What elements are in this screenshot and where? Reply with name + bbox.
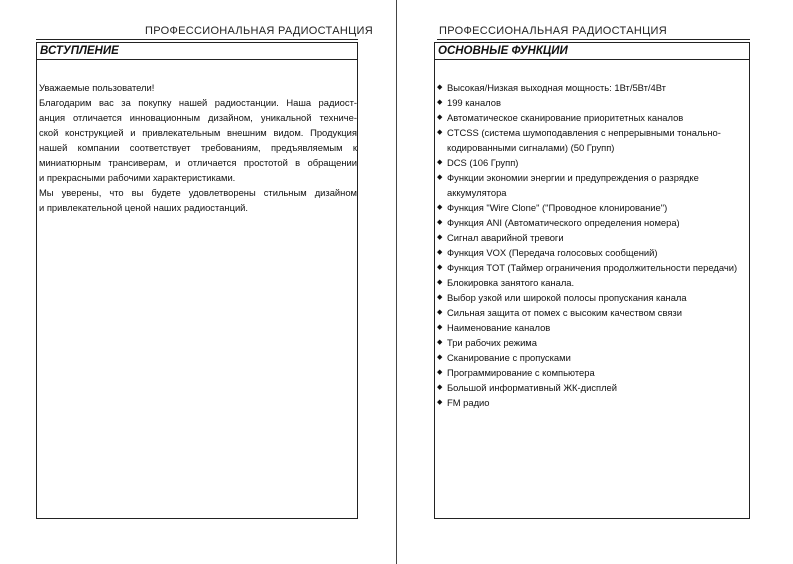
intro-line: и прекрасными рабочими характеристиками. — [39, 172, 236, 183]
right-page — [397, 0, 793, 564]
intro-line: и привлекательной ценой наших радиостанций. — [39, 202, 249, 213]
features-frame — [434, 42, 750, 519]
intro-line: Благодарим вас за покупку нашей радиостанции. Наша радиост- — [39, 97, 357, 108]
feature-item — [437, 245, 749, 260]
feature-item — [437, 275, 749, 290]
diamond-bullet-icon: ◆ — [437, 234, 443, 241]
feature-item — [437, 395, 749, 410]
diamond-bullet-icon: ◆ — [437, 84, 443, 91]
diamond-bullet-icon: ◆ — [437, 159, 443, 166]
diamond-bullet-icon: ◆ — [437, 99, 443, 106]
section-title: ОСНОВНЫЕ ФУНКЦИИ — [435, 43, 749, 60]
diamond-bullet-icon: ◆ — [437, 219, 443, 226]
feature-item — [437, 95, 749, 110]
section-title: ВСТУПЛЕНИЕ — [37, 43, 357, 60]
feature-item — [437, 155, 749, 170]
feature-item — [437, 230, 749, 245]
feature-text: Функция TOT (Таймер ограничения продолжительности передачи) — [447, 262, 738, 273]
feature-item — [437, 200, 749, 215]
intro-line: анция отличается инновационным дизайном, уникальной техниче- — [39, 112, 357, 123]
feature-text: Программирование с компьютера — [447, 367, 595, 378]
diamond-bullet-icon: ◆ — [437, 249, 443, 256]
diamond-bullet-icon: ◆ — [437, 174, 443, 181]
diamond-bullet-icon: ◆ — [437, 114, 443, 121]
feature-text: FM радио — [447, 397, 490, 408]
feature-text: DCS (106 Групп) — [447, 157, 519, 168]
intro-text — [39, 80, 357, 215]
feature-text: Функция ANI (Автоматического определения номера) — [447, 217, 680, 228]
diamond-bullet-icon: ◆ — [437, 264, 443, 271]
feature-item — [437, 170, 749, 185]
feature-text: Высокая/Низкая выходная мощность: 1Вт/5Вт/4Вт — [447, 82, 666, 93]
feature-text: Три рабочих режима — [447, 337, 537, 348]
feature-text: аккумулятора — [447, 187, 507, 198]
intro-line: Уважаемые пользователи! — [39, 82, 155, 93]
feature-list — [437, 80, 749, 410]
diamond-bullet-icon: ◆ — [437, 309, 443, 316]
diamond-bullet-icon: ◆ — [437, 279, 443, 286]
feature-item — [437, 215, 749, 230]
feature-item — [437, 350, 749, 365]
intro-frame — [36, 42, 358, 519]
feature-text: Выбор узкой или широкой полосы пропускания канала — [447, 292, 687, 303]
intro-line: миниатюрным трансиверам, и отличается простотой в обращении — [39, 157, 357, 168]
intro-line: ской конструкцией и привлекательным внешним видом. Продукция — [39, 127, 357, 138]
page-header: ПРОФЕССИОНАЛЬНАЯ РАДИОСТАНЦИЯ — [439, 25, 667, 37]
diamond-bullet-icon: ◆ — [437, 384, 443, 391]
feature-item — [437, 125, 749, 140]
feature-item — [437, 335, 749, 350]
left-page — [0, 0, 396, 564]
feature-continuation — [437, 140, 749, 155]
feature-text: Сигнал аварийной тревоги — [447, 232, 564, 243]
feature-text: Наименование каналов — [447, 322, 551, 333]
diamond-bullet-icon: ◆ — [437, 339, 443, 346]
feature-text: Блокировка занятого канала. — [447, 277, 575, 288]
diamond-bullet-icon: ◆ — [437, 354, 443, 361]
feature-item — [437, 260, 749, 275]
feature-text: Функция "Wire Clone" ("Проводное клонирование") — [447, 202, 668, 213]
diamond-bullet-icon: ◆ — [437, 324, 443, 331]
intro-line: Мы уверены, что вы будете удовлетворены стильным дизайном — [39, 187, 357, 198]
feature-text: Автоматическое сканирование приоритетных каналов — [447, 112, 684, 123]
page-header: ПРОФЕССИОНАЛЬНАЯ РАДИОСТАНЦИЯ — [145, 25, 373, 37]
feature-item — [437, 365, 749, 380]
feature-text: Большой информативный ЖК-дисплей — [447, 382, 617, 393]
header-rule — [437, 39, 750, 40]
feature-text: Функция VOX (Передача голосовых сообщений) — [447, 247, 658, 258]
feature-item — [437, 305, 749, 320]
feature-item — [437, 290, 749, 305]
diamond-bullet-icon: ◆ — [437, 129, 443, 136]
feature-item — [437, 320, 749, 335]
header-rule — [36, 39, 358, 40]
feature-text: CTCSS (система шумоподавления с непрерывными тонально- — [447, 127, 721, 138]
feature-text: 199 каналов — [447, 97, 501, 108]
feature-item — [437, 80, 749, 95]
feature-text: Функции экономии энергии и предупреждения о разрядке — [447, 172, 699, 183]
diamond-bullet-icon: ◆ — [437, 369, 443, 376]
feature-text: Сканирование с пропусками — [447, 352, 571, 363]
feature-text: кодированными сигналами) (50 Групп) — [447, 142, 615, 153]
diamond-bullet-icon: ◆ — [437, 399, 443, 406]
feature-item — [437, 380, 749, 395]
feature-text: Сильная защита от помех с высоким качеством связи — [447, 307, 682, 318]
diamond-bullet-icon: ◆ — [437, 294, 443, 301]
feature-continuation — [437, 185, 749, 200]
feature-item — [437, 110, 749, 125]
diamond-bullet-icon: ◆ — [437, 204, 443, 211]
intro-line: нашей компании соответствует требованиям, предъявляемым к — [39, 142, 357, 153]
